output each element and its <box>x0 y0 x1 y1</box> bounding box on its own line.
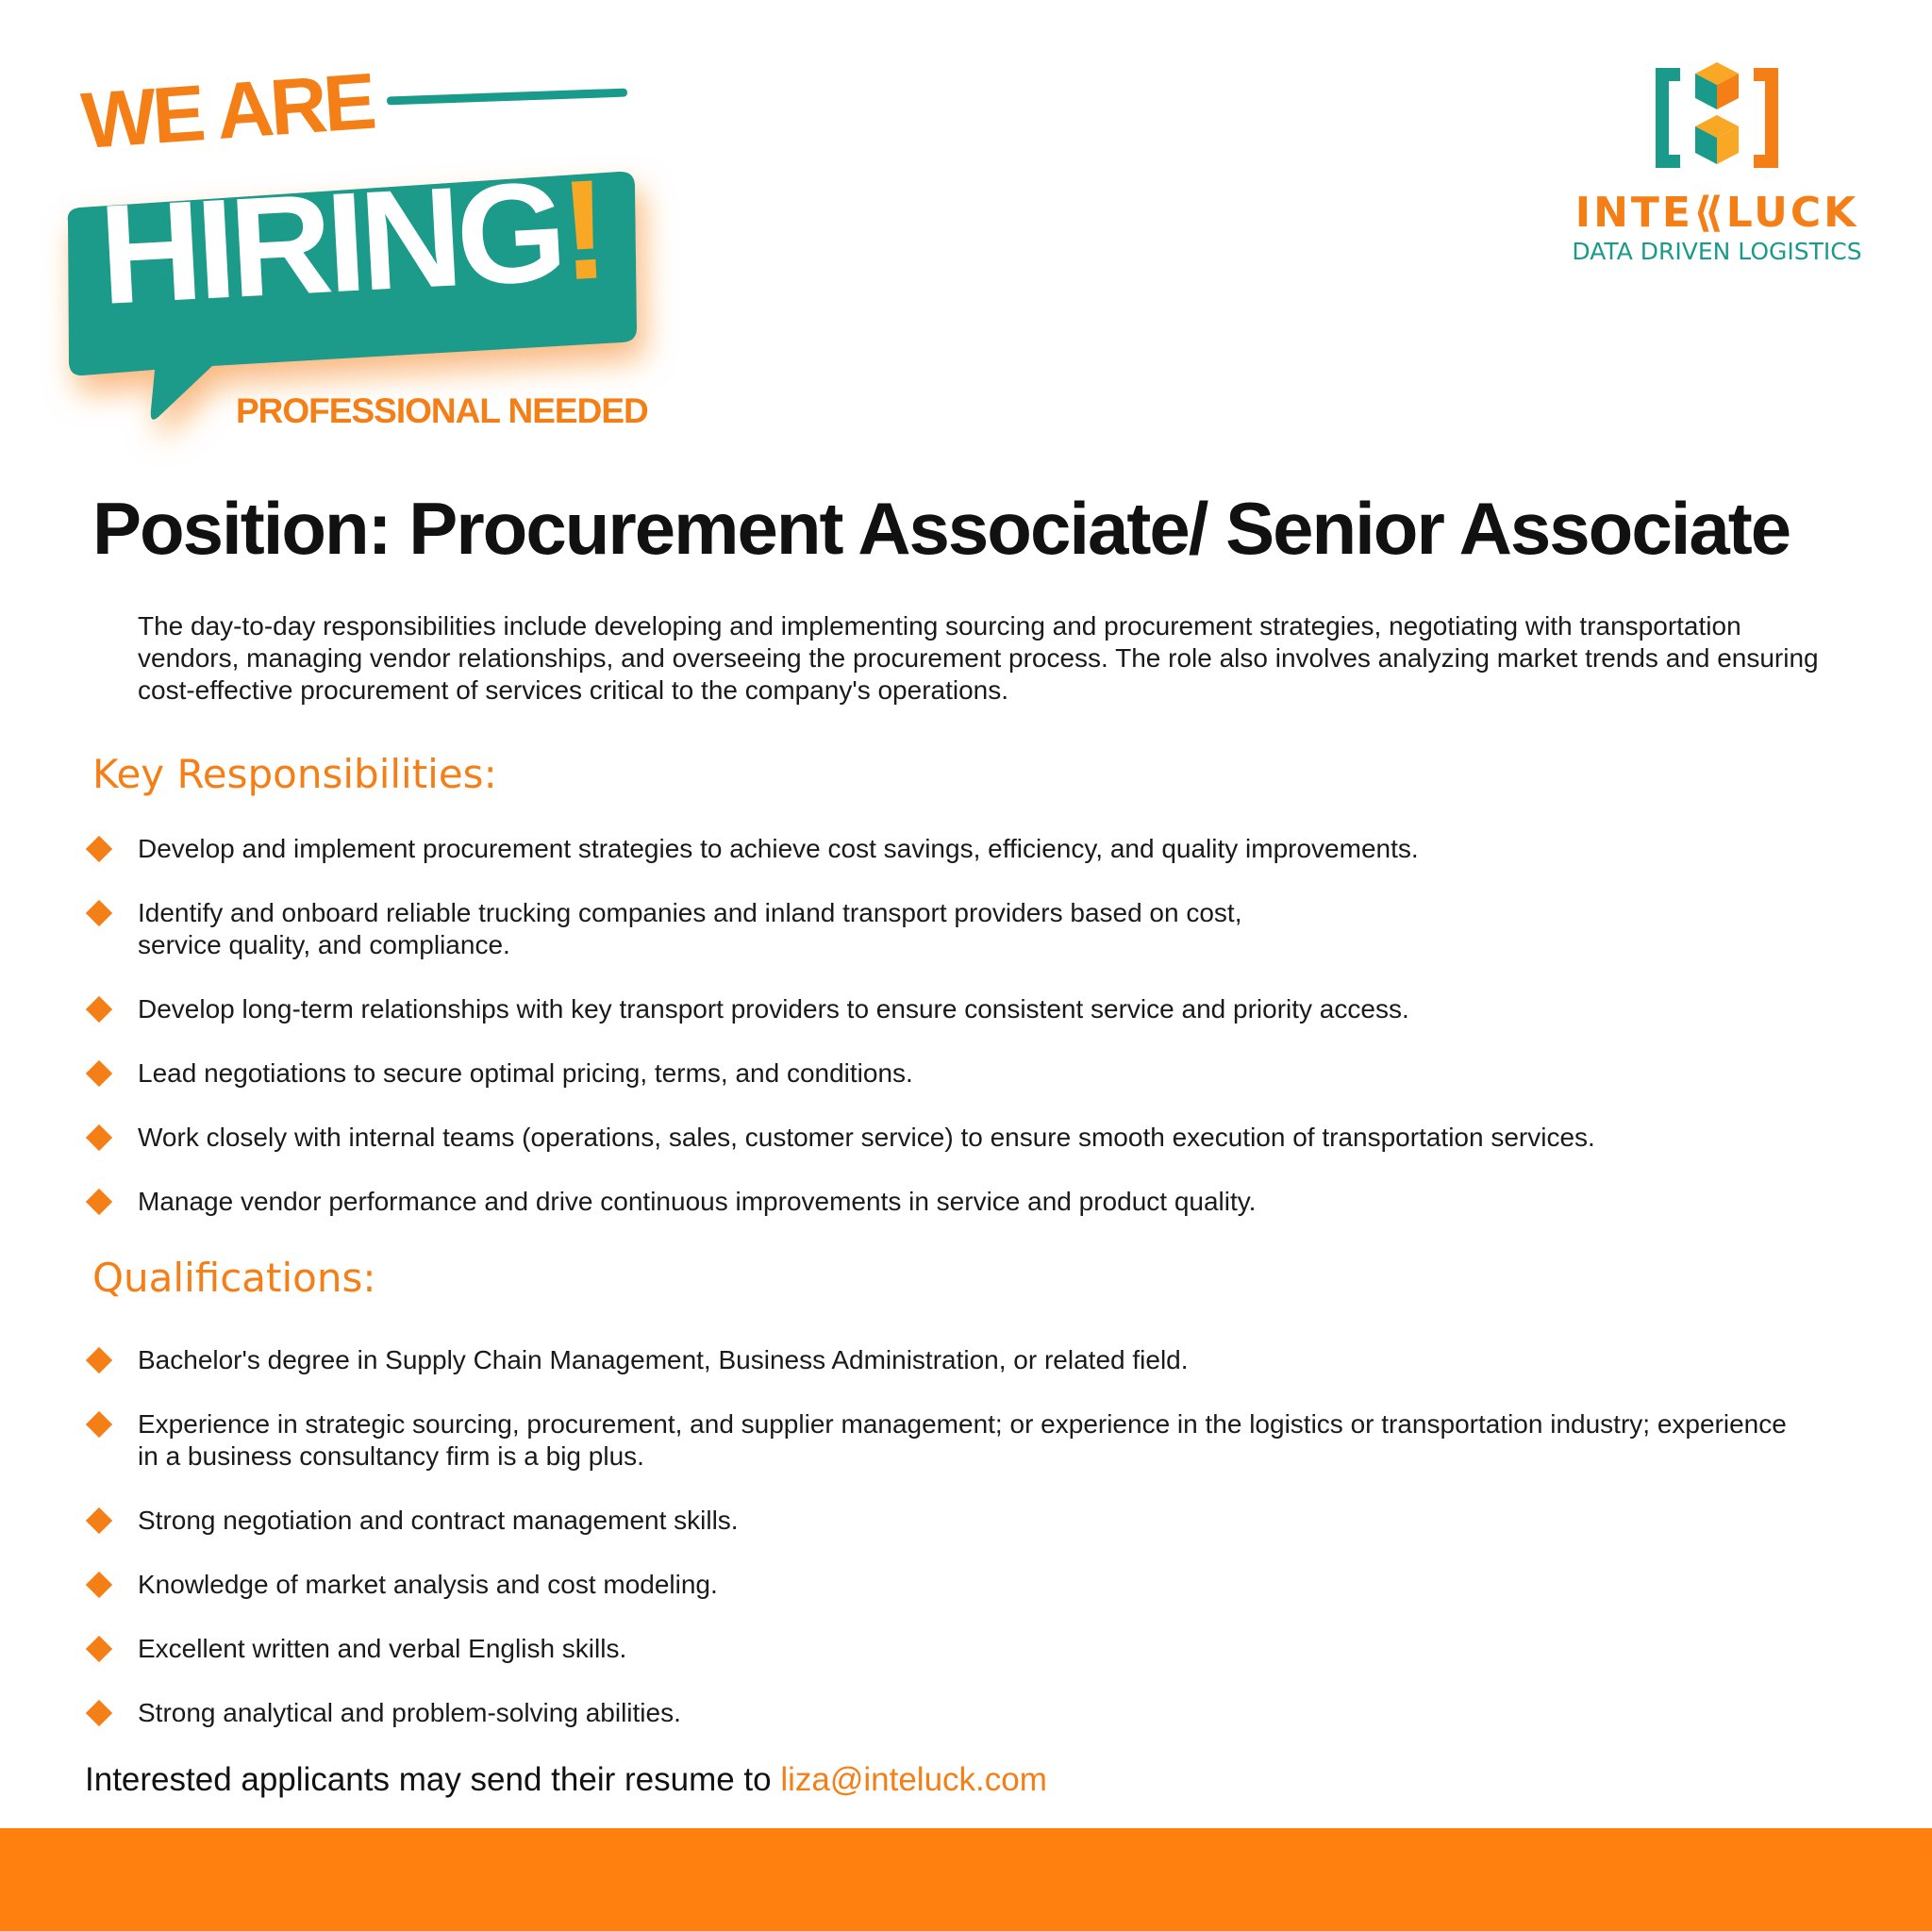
qualification-text: Knowledge of market analysis and cost modeling. <box>138 1570 718 1599</box>
diamond-bullet-icon <box>86 1572 112 1598</box>
responsibility-text: Work closely with internal teams (operations, sales, customer service) to ensure smooth execution of transportation services. <box>138 1123 1595 1152</box>
logo-name: INTE⟪LUCK <box>1574 189 1859 237</box>
professional-needed-text: PROFESSIONAL NEEDED <box>236 391 648 430</box>
qualification-text: Excellent written and verbal English skills. <box>138 1634 627 1663</box>
exclamation-icon: ! <box>557 149 607 310</box>
diamond-bullet-icon <box>86 1124 112 1151</box>
hiring-badge <box>57 56 660 462</box>
company-logo <box>1538 57 1896 274</box>
qualification-text: Experience in strategic sourcing, procurement, and supplier management; or experience in the logistics or transportation industry; experience in a business consultancy firm is a big plus. <box>138 1409 1787 1471</box>
apply-line <box>85 1761 1047 1799</box>
intro-paragraph: The day-to-day responsibilities include developing and implementing sourcing and procurement strategies, negotiating with transportation vendors, managing vendor relationships, and overseeing the procurement process. The role also involves analyzing market trends and ensuring cost-effective procurement of services critical to the company's operations. <box>138 611 1819 705</box>
responsibility-text: Develop long-term relationships with key transport providers to ensure consistent service and priority access. <box>138 994 1409 1024</box>
diamond-bullet-icon <box>86 1347 112 1373</box>
responsibility-text: Develop and implement procurement strategies to achieve cost savings, efficiency, and quality improvements. <box>138 834 1419 863</box>
diamond-bullet-icon <box>86 1189 112 1215</box>
email-link[interactable]: liza@inteluck.com <box>780 1761 1047 1798</box>
we-are-text: WE ARE <box>78 56 375 166</box>
diamond-bullet-icon <box>86 1636 112 1662</box>
position-title: Position: Procurement Associate/ Senior Associate <box>92 487 1790 570</box>
responsibility-text: Lead negotiations to secure optimal pricing, terms, and conditions. <box>138 1058 913 1088</box>
qualification-text: Bachelor's degree in Supply Chain Management, Business Administration, or related field. <box>138 1345 1189 1374</box>
responsibility-text: Identify and onboard reliable trucking companies and inland transport providers based on cost, service quality, and compliance. <box>138 898 1242 959</box>
diamond-bullet-icon <box>86 1700 112 1726</box>
hiring-text <box>95 149 607 334</box>
responsibilities-heading: Key Responsibilities: <box>92 751 497 797</box>
diamond-bullet-icon <box>86 1507 112 1534</box>
diamond-bullet-icon <box>86 836 112 862</box>
qualifications-heading: Qualifications: <box>92 1255 376 1301</box>
logo-tagline: DATA DRIVEN LOGISTICS <box>1572 238 1862 265</box>
qualification-text: Strong negotiation and contract management skills. <box>138 1506 739 1535</box>
diamond-bullet-icon <box>86 1411 112 1438</box>
footer-bar <box>0 1828 1932 1931</box>
responsibility-text: Manage vendor performance and drive continuous improvements in service and product quality. <box>138 1187 1257 1216</box>
diamond-bullet-icon <box>86 900 112 926</box>
qualification-text: Strong analytical and problem-solving abilities. <box>138 1698 681 1727</box>
cube-bracket-logo-icon <box>1646 57 1788 179</box>
apply-text: Interested applicants may send their resume to <box>85 1761 781 1798</box>
diamond-bullet-icon <box>86 996 112 1023</box>
we-are-underline <box>387 89 627 106</box>
hiring-word: HIRING <box>95 151 565 334</box>
diamond-bullet-icon <box>86 1060 112 1087</box>
